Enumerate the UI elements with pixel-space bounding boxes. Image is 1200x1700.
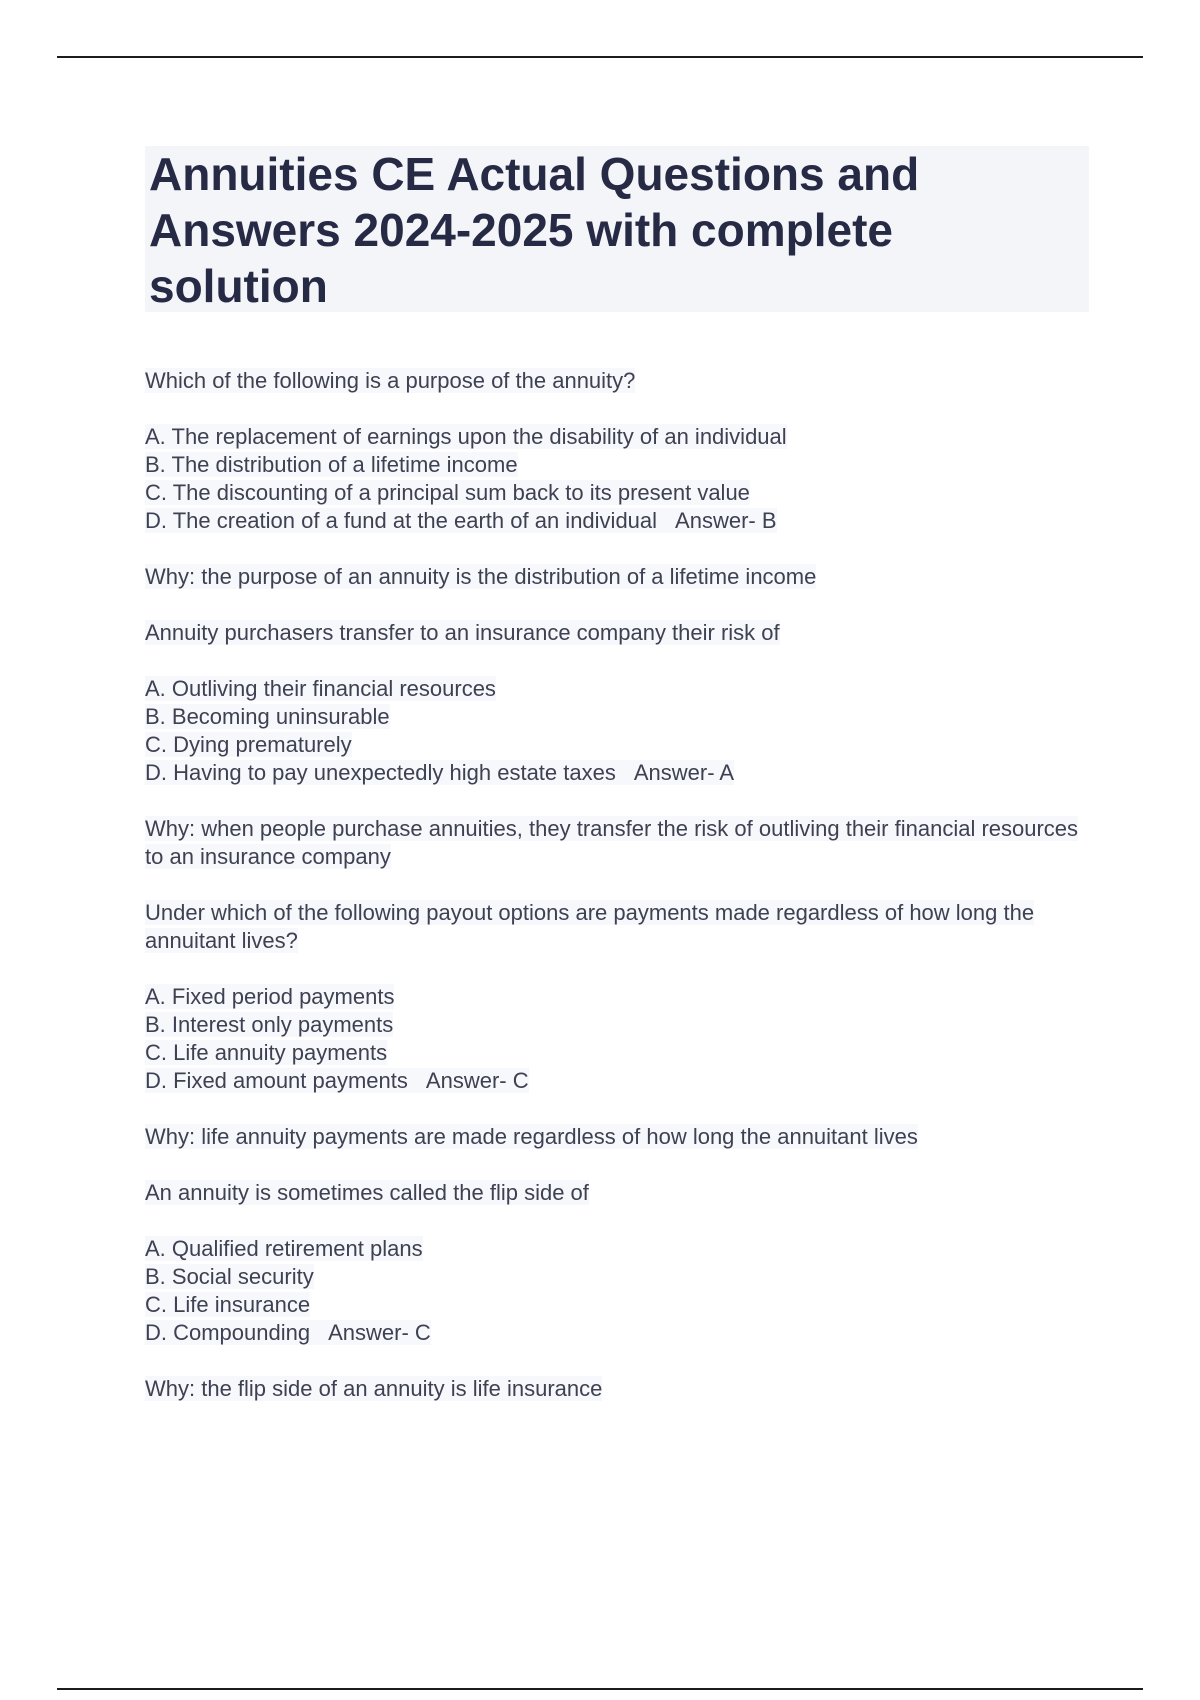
option-b: B. Social security [145,1264,314,1289]
questions-body [145,367,1095,1403]
question-block-1 [145,367,1095,591]
question-block-4 [145,1179,1095,1403]
option-b: B. Interest only payments [145,1012,394,1037]
question-text: An annuity is sometimes called the flip side of [145,1180,589,1205]
option-a: A. The replacement of earnings upon the disability of an individual [145,424,787,449]
option-a: A. Outliving their financial resources [145,676,496,701]
option-d: D. The creation of a fund at the earth of an individual Answer- B [145,508,777,533]
option-b: B. Becoming uninsurable [145,704,390,729]
option-d: D. Compounding Answer- C [145,1320,431,1345]
answer-label: Answer- B [675,508,777,533]
title-line-3: solution [149,260,328,312]
option-d: D. Having to pay unexpectedly high estate taxes Answer- A [145,760,735,785]
option-d: D. Fixed amount payments Answer- C [145,1068,529,1093]
option-a: A. Qualified retirement plans [145,1236,423,1261]
bottom-rule [57,1688,1143,1690]
explanation-text: Why: life annuity payments are made regardless of how long the annuitant lives [145,1124,918,1149]
options-list [145,423,1095,535]
option-c: C. Life annuity payments [145,1040,388,1065]
title-line-2: Answers 2024-2025 with complete [149,204,893,256]
options-list [145,675,1095,787]
question-text: Which of the following is a purpose of the annuity? [145,368,636,393]
explanation-text: Why: the purpose of an annuity is the distribution of a lifetime income [145,564,817,589]
option-c: C. The discounting of a principal sum back to its present value [145,480,750,505]
question-text: Under which of the following payout options are payments made regardless of how long the annuitant lives? [145,900,1035,953]
document-title [149,146,1085,314]
top-rule [57,56,1143,58]
title-line-1: Annuities CE Actual Questions and [149,148,920,200]
answer-label: Answer- A [633,760,735,785]
options-list [145,1235,1095,1347]
option-c: C. Life insurance [145,1292,311,1317]
option-c: C. Dying prematurely [145,732,352,757]
option-a: A. Fixed period payments [145,984,395,1009]
options-list [145,983,1095,1095]
explanation-text: Why: the flip side of an annuity is life insurance [145,1376,603,1401]
answer-label: Answer- C [328,1320,431,1345]
title-block [145,146,1089,312]
question-block-2 [145,619,1095,871]
answer-label: Answer- C [425,1068,529,1093]
explanation-text: Why: when people purchase annuities, they transfer the risk of outliving their financial resources to an insurance company [145,816,1079,869]
question-text: Annuity purchasers transfer to an insurance company their risk of [145,620,780,645]
option-b: B. The distribution of a lifetime income [145,452,518,477]
question-block-3 [145,899,1095,1151]
